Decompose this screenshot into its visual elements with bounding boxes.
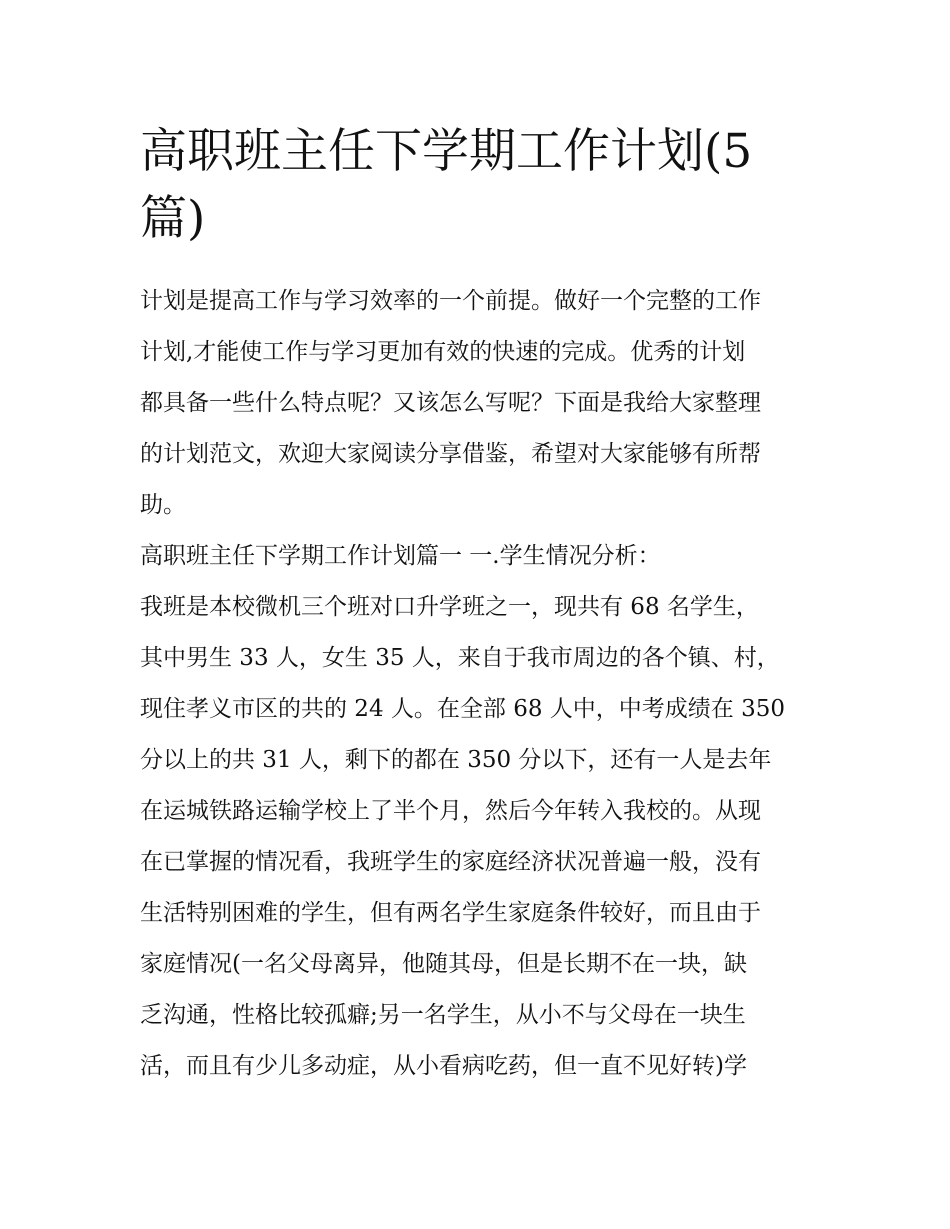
intro-paragraph <box>140 276 812 531</box>
section-heading-paragraph <box>140 531 812 582</box>
text-line: 其中男生 33 人，女生 35 人，来自于我市周边的各个镇、村， <box>140 645 780 671</box>
text-line: 都具备一些什么特点呢？又该怎么写呢？下面是我给大家整理 <box>140 390 761 416</box>
text-line: 在运城铁路运输学校上了半个月，然后今年转入我校的。从现 <box>140 798 761 824</box>
text-line: 分以上的共 31 人，剩下的都在 350 分以下，还有一人是去年 <box>140 747 772 773</box>
text-line: 乏沟通，性格比较孤癖;另一名学生，从小不与父母在一块生 <box>140 1002 746 1028</box>
text-line: 计划,才能使工作与学习更加有效的快速的完成。优秀的计划 <box>140 339 746 365</box>
text-line: 活，而且有少儿多动症，从小看病吃药，但一直不见好转)学 <box>140 1053 747 1079</box>
student-analysis-paragraph <box>140 582 812 1092</box>
text-line: 高职班主任下学期工作计划篇一 一.学生情况分析： <box>140 543 661 569</box>
text-line: 家庭情况(一名父母离异，他随其母，但是长期不在一块，缺 <box>140 951 747 977</box>
title-line: 高职班主任下学期工作计划(5 <box>140 124 753 179</box>
text-line: 助。 <box>140 492 186 518</box>
document-body <box>140 276 812 1092</box>
text-line: 计划是提高工作与学习效率的一个前提。做好一个完整的工作 <box>140 288 761 314</box>
text-line: 现住孝义市区的共的 24 人。在全部 68 人中，中考成绩在 350 <box>140 696 785 722</box>
text-line: 生活特别困难的学生，但有两名学生家庭条件较好，而且由于 <box>140 900 761 926</box>
text-line: 的计划范文，欢迎大家阅读分享借鉴，希望对大家能够有所帮 <box>140 441 761 467</box>
document-title <box>140 118 820 252</box>
text-line: 我班是本校微机三个班对口升学班之一，现共有 68 名学生， <box>140 594 759 620</box>
text-line: 在已掌握的情况看，我班学生的家庭经济状况普遍一般，没有 <box>140 849 761 875</box>
title-line: 篇) <box>140 191 206 246</box>
